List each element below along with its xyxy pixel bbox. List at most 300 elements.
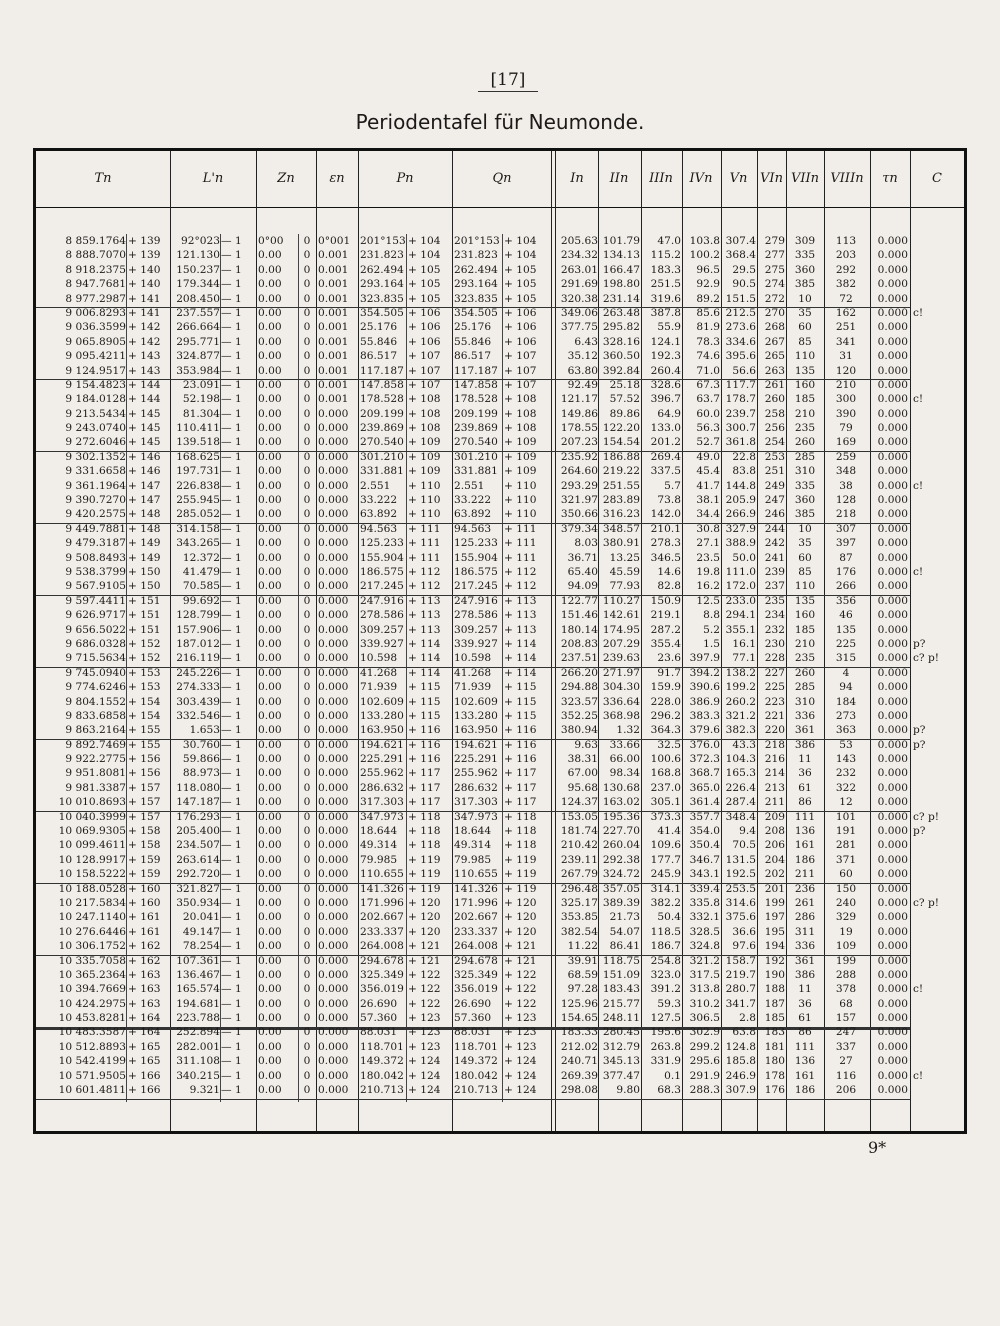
- table-cell: 9 686.0328: [65, 637, 126, 650]
- table-cell: 110: [794, 580, 816, 593]
- table-cell: 314.1: [650, 882, 681, 895]
- table-cell: 151.09: [602, 968, 640, 981]
- table-cell: — 1: [221, 1084, 242, 1097]
- table-cell: + 145: [128, 422, 161, 435]
- table-cell: 0: [303, 292, 311, 305]
- table-cell: 177.7: [650, 853, 681, 866]
- table-cell: 253.5: [725, 882, 756, 895]
- table-cell: 0.000: [877, 911, 908, 924]
- table-cell: 0.00: [258, 551, 282, 564]
- table-cell: 325.349: [454, 968, 498, 981]
- table-cell: 253: [764, 450, 785, 463]
- table-cell: c!: [913, 306, 924, 319]
- table-cell: 63.80: [567, 364, 598, 377]
- table-cell: c? p!: [913, 896, 940, 909]
- table-cell: 124.1: [650, 335, 681, 348]
- table-cell: 64.9: [657, 407, 681, 420]
- table-cell: + 107: [408, 350, 441, 363]
- table-cell: + 118: [408, 839, 441, 852]
- table-cell: — 1: [221, 695, 242, 708]
- table-cell: — 1: [221, 652, 242, 665]
- table-cell: 32.5: [657, 738, 681, 751]
- table-row: [0, 435, 1000, 449]
- table-cell: 0.00: [258, 983, 282, 996]
- table-cell: 282.001: [176, 1040, 220, 1053]
- table-row: [0, 1083, 1000, 1097]
- table-cell: 0: [303, 681, 311, 694]
- table-cell: 180.042: [454, 1069, 498, 1082]
- table-cell: 85: [798, 565, 812, 578]
- table-cell: — 1: [221, 868, 242, 881]
- table-cell: 197.731: [176, 465, 220, 478]
- table-cell: 9 479.3187: [65, 537, 126, 550]
- table-cell: 347.973: [360, 810, 404, 823]
- table-cell: 355.4: [650, 637, 681, 650]
- table-cell: 300.7: [725, 422, 756, 435]
- table-cell: 0.000: [318, 882, 349, 895]
- table-cell: 237.51: [560, 652, 598, 665]
- table-cell: + 144: [128, 393, 161, 406]
- table-cell: 307: [835, 522, 857, 535]
- table-cell: 192: [764, 954, 785, 967]
- table-cell: 0.000: [877, 551, 908, 564]
- table-cell: 0.00: [258, 537, 282, 550]
- table-cell: + 120: [504, 896, 537, 909]
- table-cell: + 117: [504, 767, 537, 780]
- table-cell: 385: [794, 278, 816, 291]
- table-cell: 199.2: [725, 681, 756, 694]
- table-cell: 147.187: [176, 796, 220, 809]
- table-cell: 0.000: [318, 1084, 349, 1097]
- table-cell: 0.000: [877, 1040, 908, 1053]
- table-cell: 185: [764, 1012, 785, 1025]
- table-cell: 9 745.0940: [65, 666, 126, 679]
- table-cell: 102.609: [360, 695, 404, 708]
- table-cell: + 110: [504, 479, 537, 492]
- table-cell: 273.6: [725, 321, 756, 334]
- table-cell: 264.008: [360, 940, 404, 953]
- table-cell: 354.0: [689, 825, 720, 838]
- table-cell: 0: [303, 940, 311, 953]
- table-cell: + 107: [408, 378, 441, 391]
- table-cell: 107.361: [176, 954, 220, 967]
- table-cell: 382.54: [560, 925, 598, 938]
- table-cell: 221: [764, 709, 785, 722]
- table-cell: — 1: [221, 781, 242, 794]
- table-cell: 0.00: [258, 853, 282, 866]
- table-cell: 10 483.3587: [58, 1026, 126, 1039]
- table-cell: 9 420.2575: [65, 508, 126, 521]
- table-row: [0, 522, 1000, 536]
- table-cell: 22.8: [732, 450, 756, 463]
- table-cell: 0.000: [877, 393, 908, 406]
- table-cell: 133.280: [360, 709, 404, 722]
- table-cell: + 122: [504, 968, 537, 981]
- table-cell: 135: [794, 594, 816, 607]
- table-cell: 244: [764, 522, 785, 535]
- table-cell: 307.4: [725, 235, 756, 247]
- table-cell: 347.973: [454, 810, 498, 823]
- table-cell: 0.000: [877, 925, 908, 938]
- table-cell: 0.000: [877, 350, 908, 363]
- table-cell: 0.00: [258, 292, 282, 305]
- table-cell: 298.08: [560, 1084, 598, 1097]
- table-cell: 0.000: [877, 278, 908, 291]
- table-row: [0, 536, 1000, 550]
- table-cell: 77.1: [732, 652, 756, 665]
- table-row: [0, 551, 1000, 565]
- table-cell: 11: [798, 983, 812, 996]
- table-cell: 21.73: [609, 911, 640, 924]
- table-cell: 285: [794, 681, 816, 694]
- table-cell: + 139: [128, 235, 161, 247]
- table-cell: c!: [913, 479, 924, 492]
- table-cell: 0: [303, 781, 311, 794]
- table-cell: 242: [764, 537, 785, 550]
- table-cell: 335.8: [689, 896, 720, 909]
- table-cell: 277: [764, 249, 785, 262]
- table-cell: 249: [764, 479, 785, 492]
- table-cell: — 1: [221, 335, 242, 348]
- table-cell: 5.2: [703, 623, 720, 636]
- table-cell: 79.985: [454, 853, 492, 866]
- table-cell: 36.6: [732, 925, 756, 938]
- table-cell: 78.3: [696, 335, 720, 348]
- table-cell: 9 981.3387: [65, 781, 126, 794]
- table-row: [0, 781, 1000, 795]
- table-cell: + 123: [408, 1026, 441, 1039]
- table-cell: 41.7: [696, 479, 720, 492]
- table-cell: — 1: [221, 1012, 242, 1025]
- table-cell: 0.000: [877, 796, 908, 809]
- table-cell: 0: [303, 968, 311, 981]
- table-cell: 9 302.1352: [65, 450, 126, 463]
- table-cell: 382.2: [650, 896, 681, 909]
- table-cell: 163.950: [454, 724, 498, 737]
- table-row: [0, 910, 1000, 924]
- table-cell: + 155: [128, 738, 161, 751]
- table-cell: 0: [303, 350, 311, 363]
- table-cell: 0.000: [318, 422, 349, 435]
- table-cell: + 111: [504, 522, 537, 535]
- table-cell: 0: [303, 407, 311, 420]
- table-cell: 0.00: [258, 796, 282, 809]
- table-cell: 136: [794, 1055, 816, 1068]
- table-cell: 39.91: [567, 954, 598, 967]
- table-cell: 389.39: [602, 896, 640, 909]
- table-cell: 153.05: [560, 810, 598, 823]
- table-cell: 260: [794, 666, 816, 679]
- table-cell: + 160: [128, 882, 161, 895]
- table-cell: 10 276.6446: [58, 925, 126, 938]
- table-cell: 20.041: [182, 911, 220, 924]
- table-cell: 0: [303, 738, 311, 751]
- table-cell: 210.713: [454, 1084, 498, 1097]
- table-cell: 311.108: [176, 1055, 220, 1068]
- table-cell: + 161: [128, 911, 161, 924]
- table-cell: + 160: [128, 896, 161, 909]
- table-cell: 294.88: [560, 681, 598, 694]
- table-cell: 0.000: [877, 695, 908, 708]
- table-cell: — 1: [221, 508, 242, 521]
- table-cell: 0.000: [318, 450, 349, 463]
- table-cell: 194.621: [360, 738, 404, 751]
- table-cell: 216.119: [176, 652, 220, 665]
- table-cell: + 143: [128, 364, 161, 377]
- table-cell: 0.000: [318, 853, 349, 866]
- table-cell: 155.904: [360, 551, 404, 564]
- table-cell: + 111: [408, 537, 441, 550]
- table-cell: 115.2: [650, 249, 681, 262]
- table-cell: 168.625: [176, 450, 220, 463]
- table-cell: 375.6: [725, 911, 756, 924]
- table-cell: 124.8: [725, 1040, 756, 1053]
- table-cell: 38.1: [696, 494, 720, 507]
- table-cell: + 110: [504, 494, 537, 507]
- table-cell: 0.00: [258, 940, 282, 953]
- table-cell: — 1: [221, 235, 242, 247]
- table-cell: 0: [303, 1055, 311, 1068]
- page-footer: 9*: [868, 1138, 887, 1157]
- table-cell: 0: [303, 810, 311, 823]
- table-cell: 0.000: [877, 983, 908, 996]
- table-cell: 110.655: [454, 868, 498, 881]
- table-cell: + 124: [504, 1084, 537, 1097]
- table-cell: 6.43: [574, 335, 598, 348]
- table-row: [0, 824, 1000, 838]
- table-cell: 171.996: [360, 896, 404, 909]
- table-cell: c!: [913, 565, 924, 578]
- table-cell: 9 892.7469: [65, 738, 126, 751]
- table-cell: 283.89: [602, 494, 640, 507]
- table-cell: 377.75: [560, 321, 598, 334]
- table-cell: + 114: [408, 652, 441, 665]
- table-row: [0, 623, 1000, 637]
- table-cell: 279: [764, 235, 785, 247]
- table-cell: 339.4: [689, 882, 720, 895]
- table-cell: 0.000: [318, 940, 349, 953]
- table-cell: 0.00: [258, 580, 282, 593]
- table-cell: 0.000: [318, 896, 349, 909]
- table-cell: 0: [303, 422, 311, 435]
- table-cell: 199: [835, 954, 857, 967]
- table-cell: + 107: [504, 350, 537, 363]
- table-cell: 86: [798, 1026, 812, 1039]
- table-cell: 136: [794, 825, 816, 838]
- table-cell: 4: [842, 666, 850, 679]
- table-cell: + 113: [504, 623, 537, 636]
- table-cell: + 116: [504, 738, 537, 751]
- table-cell: 194: [764, 940, 785, 953]
- table-cell: 0.000: [318, 925, 349, 938]
- table-cell: 120: [835, 364, 857, 377]
- table-cell: 8 977.2987: [65, 292, 126, 305]
- table-cell: 231.823: [454, 249, 498, 262]
- table-cell: 179.344: [176, 278, 220, 291]
- table-cell: 288: [835, 968, 857, 981]
- table-cell: 9 095.4211: [65, 350, 126, 363]
- table-cell: 109.6: [650, 839, 681, 852]
- table-cell: + 119: [408, 882, 441, 895]
- table-cell: — 1: [221, 263, 242, 276]
- table-cell: — 1: [221, 681, 242, 694]
- table-cell: 0: [303, 709, 311, 722]
- table-cell: 0.00: [258, 839, 282, 852]
- table-cell: 10: [798, 522, 812, 535]
- table-cell: 372.3: [689, 753, 720, 766]
- table-cell: 149.372: [454, 1055, 498, 1068]
- table-cell: — 1: [221, 911, 242, 924]
- table-cell: 266: [835, 580, 857, 593]
- table-cell: — 1: [221, 580, 242, 593]
- table-cell: 8 947.7681: [65, 278, 126, 291]
- table-cell: 31: [839, 350, 853, 363]
- table-cell: 195.6: [650, 1026, 681, 1039]
- table-cell: 323.0: [650, 968, 681, 981]
- table-cell: 0.00: [258, 695, 282, 708]
- table-cell: + 151: [128, 594, 161, 607]
- table-cell: 0: [303, 724, 311, 737]
- table-cell: 0: [303, 1084, 311, 1097]
- table-cell: + 118: [504, 810, 537, 823]
- table-cell: 376.0: [689, 738, 720, 751]
- table-cell: 79: [839, 422, 853, 435]
- table-cell: 0.00: [258, 306, 282, 319]
- table-cell: + 119: [408, 868, 441, 881]
- table-row: [0, 349, 1000, 363]
- table-cell: 346.7: [689, 853, 720, 866]
- table-cell: + 104: [504, 235, 537, 247]
- table-cell: — 1: [221, 839, 242, 852]
- table-cell: + 107: [504, 378, 537, 391]
- table-cell: 0.000: [877, 494, 908, 507]
- table-cell: 192.3: [650, 350, 681, 363]
- table-cell: 190: [764, 968, 785, 981]
- table-cell: 239.63: [602, 652, 640, 665]
- table-cell: 394.2: [689, 666, 720, 679]
- table-cell: 46: [839, 609, 853, 622]
- table-cell: + 123: [408, 1012, 441, 1025]
- table-cell: 294.678: [454, 954, 498, 967]
- table-cell: — 1: [221, 465, 242, 478]
- table-cell: 139.518: [176, 436, 220, 449]
- table-cell: 10 571.9505: [58, 1069, 126, 1082]
- table-cell: 0.00: [258, 565, 282, 578]
- table-cell: 0.000: [877, 609, 908, 622]
- table-cell: 227.70: [602, 825, 640, 838]
- table-cell: 270.540: [454, 436, 498, 449]
- column-header: IIn: [609, 171, 629, 186]
- table-cell: 0: [303, 1026, 311, 1039]
- table-cell: 2.551: [454, 479, 485, 492]
- table-cell: 350.66: [560, 508, 598, 521]
- table-cell: 0: [303, 1012, 311, 1025]
- table-cell: 280.45: [602, 1026, 640, 1039]
- table-cell: 199: [764, 896, 785, 909]
- table-cell: 368.98: [602, 709, 640, 722]
- table-cell: + 111: [504, 537, 537, 550]
- table-cell: 186.7: [650, 940, 681, 953]
- table-cell: 386.9: [689, 695, 720, 708]
- table-cell: 60.0: [696, 407, 720, 420]
- table-cell: 0.000: [318, 1026, 349, 1039]
- table-cell: 207.23: [560, 436, 598, 449]
- table-cell: 55.846: [454, 335, 492, 348]
- table-cell: — 1: [221, 738, 242, 751]
- table-cell: 55.9: [657, 321, 681, 334]
- table-cell: 0.00: [258, 1026, 282, 1039]
- table-cell: 232: [835, 767, 857, 780]
- table-cell: 274: [764, 278, 785, 291]
- table-cell: + 117: [408, 781, 441, 794]
- table-cell: 390.6: [689, 681, 720, 694]
- table-cell: 273: [835, 709, 857, 722]
- table-cell: + 105: [504, 278, 537, 291]
- table-cell: 86.517: [360, 350, 398, 363]
- table-cell: + 106: [408, 321, 441, 334]
- table-cell: 72: [839, 292, 853, 305]
- table-cell: 134.13: [602, 249, 640, 262]
- table-cell: 78.254: [182, 940, 220, 953]
- table-cell: 0.001: [318, 378, 349, 391]
- table-cell: 0: [303, 306, 311, 319]
- table-cell: 391.2: [650, 983, 681, 996]
- table-cell: 9 863.2164: [65, 724, 126, 737]
- table-row: [0, 695, 1000, 709]
- table-cell: 99.692: [182, 594, 220, 607]
- table-cell: 191: [835, 825, 857, 838]
- table-cell: 356.019: [454, 983, 498, 996]
- table-cell: 198.80: [602, 278, 640, 291]
- table-cell: 234.507: [176, 839, 220, 852]
- table-cell: 185.8: [725, 1055, 756, 1068]
- table-cell: 207.29: [602, 637, 640, 650]
- table-row: [0, 407, 1000, 421]
- table-cell: 0: [303, 594, 311, 607]
- table-cell: 310: [794, 695, 816, 708]
- table-cell: c!: [913, 1069, 924, 1082]
- table-cell: + 157: [128, 810, 161, 823]
- table-cell: 9 508.8493: [65, 551, 126, 564]
- table-cell: 8 888.7070: [65, 249, 126, 262]
- table-cell: 0.000: [877, 709, 908, 722]
- table-cell: 0.000: [877, 306, 908, 319]
- table-cell: 178.55: [560, 422, 598, 435]
- table-cell: 260.2: [725, 695, 756, 708]
- table-cell: 264.60: [560, 465, 598, 478]
- table-cell: 187.012: [176, 637, 220, 650]
- table-cell: 168.8: [650, 767, 681, 780]
- table-cell: 117.7: [725, 378, 756, 391]
- table-cell: 9.80: [616, 1084, 640, 1097]
- table-cell: — 1: [221, 494, 242, 507]
- table-cell: 325.17: [560, 896, 598, 909]
- table-cell: 0.000: [318, 465, 349, 478]
- table-cell: 194.681: [176, 997, 220, 1010]
- table-cell: 63.892: [454, 508, 492, 521]
- table-cell: 23.6: [657, 652, 681, 665]
- table-cell: 312.79: [602, 1040, 640, 1053]
- table-cell: + 106: [408, 306, 441, 319]
- table-cell: + 154: [128, 709, 161, 722]
- table-cell: 0.000: [877, 364, 908, 377]
- table-cell: — 1: [221, 436, 242, 449]
- table-cell: 104.3: [725, 753, 756, 766]
- table-cell: 317.303: [360, 796, 404, 809]
- table-cell: 227: [764, 666, 785, 679]
- table-cell: 0: [303, 997, 311, 1010]
- table-cell: 1.5: [703, 637, 720, 650]
